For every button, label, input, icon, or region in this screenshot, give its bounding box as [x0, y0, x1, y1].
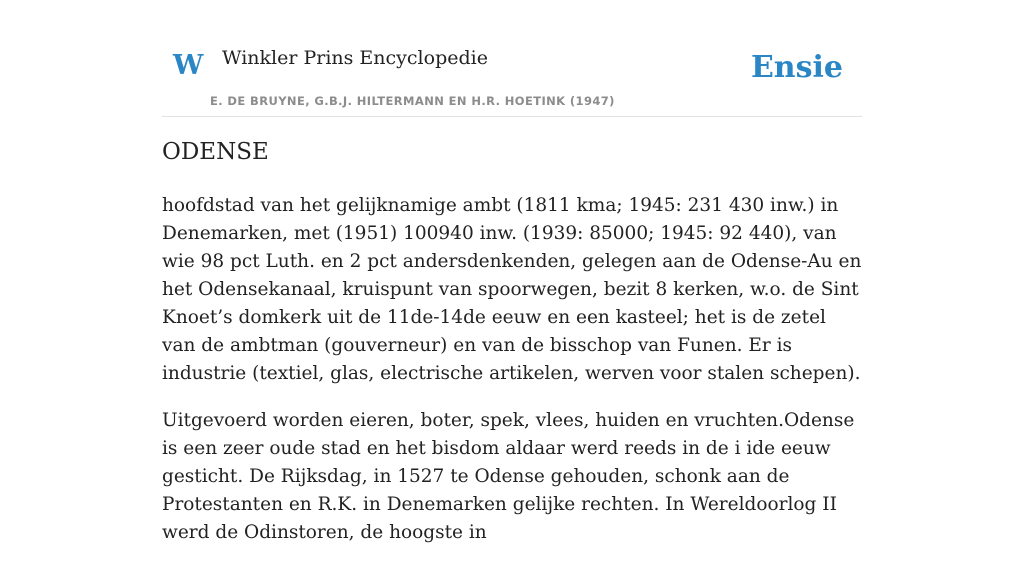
- source-title[interactable]: Winkler Prins Encyclopedie: [222, 47, 488, 69]
- article-paragraph: hoofdstad van het gelijknamige ambt (1811 kma; 1945: 231 430 inw.) in Denemarken, met (1951) 100940 inw. (1939: 85000; 1945: 92 440), van wie 98 pct Luth. en 2 pct andersdenkenden, gelegen aan de Odense-Au en het Odensekanaal, kruispunt van spoorwegen, bezit 8 kerken, w.o. de Sint Knoet’s domkerk uit de 11de-14de eeuw en een kasteel; het is de zetel van de ambtman (gouverneur) en van de bisschop van Funen. Er is industrie (textiel, glas, electrische artikelen, werven voor stalen schepen).: [162, 195, 862, 384]
- winkler-prins-logo[interactable]: W: [173, 50, 204, 81]
- article-paragraph: Uitgevoerd worden eieren, boter, spek, vlees, huiden en vruchten.Odense is een zeer oude stad en het bisdom aldaar werd reeds in de i ide eeuw gesticht. De Rijksdag, in 1527 te Odense gehouden, schonk aan de Protestanten en R.K. in Denemarken gelijke rechten. In Wereldoorlog II werd de Odinstoren, de hoogste in: [162, 410, 855, 543]
- article-title: ODENSE: [162, 139, 269, 165]
- source-header: [162, 40, 862, 117]
- source-authors: E. DE BRUYNE, G.B.J. HILTERMANN EN H.R. HOETINK (1947): [210, 94, 615, 108]
- article-body: [162, 192, 862, 566]
- ensie-logo-link[interactable]: Ensie: [750, 50, 843, 85]
